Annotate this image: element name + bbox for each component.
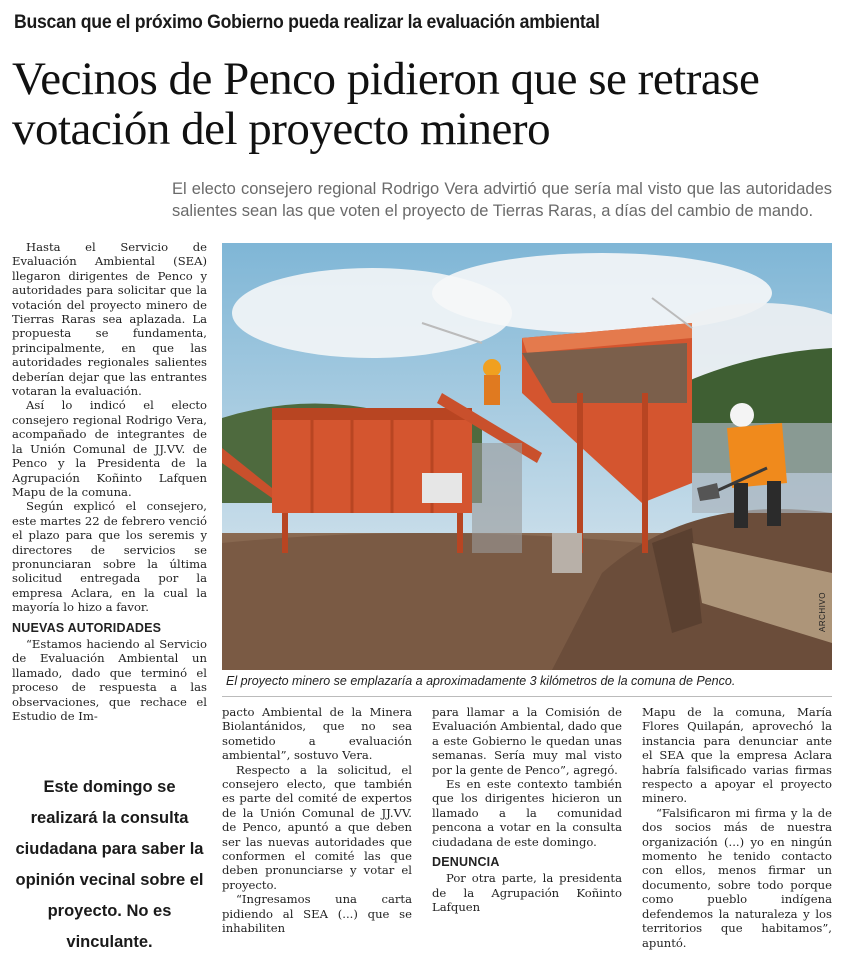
headline: Vecinos de Penco pidieron que se retrase votación del proyecto minero: [12, 53, 760, 155]
column-3: [432, 705, 622, 915]
paragraph: Es en este contexto también que los dirigentes hicieron un llamado a la comunidad pencona a votar en la consulta ciudadana de este domingo.: [432, 777, 622, 849]
photo-illustration: [222, 243, 832, 670]
column-2: [222, 705, 412, 936]
paragraph: Por otra parte, la presidenta de la Agrupación Koñinto Lafquen: [432, 871, 622, 915]
paragraph: Mapu de la comuna, María Flores Quilapán, aprovechó la instancia para denunciar ante el SEA que la empresa Aclara habría falsificado varias firmas respecto a apoyar el proyecto minero.: [642, 705, 832, 806]
subheading-denuncia: DENUNCIA: [432, 855, 500, 870]
column-1: [12, 240, 207, 723]
deck: El electo consejero regional Rodrigo Vera advirtió que sería mal visto que las autoridades salientes sean las que voten el proyecto de Tierras Raras, a días del cambio de mando.: [172, 180, 832, 220]
paragraph: pacto Ambiental de la Minera Biolantánidos, que no sea sometido a evaluación ambiental”, sostuvo Vera.: [222, 705, 412, 763]
paragraph: Respecto a la solicitud, el consejero electo, que también es parte del comité de expertos de la Unión Comunal de JJ.VV. de Penco, apuntó a que deben ser las nuevas autoridades que conformen el comité las que deben pronunciarse y votar el proyecto.: [222, 762, 412, 892]
paragraph: “Falsificaron mi firma y la de dos socios más de nuestra organización (...) yo en ningún momento he tenido contacto con ellos, menos firmar un documento, sobre todo porque como pueblo indígena defendemos la naturaleza y los territorios que habitamos”, apuntó.: [642, 805, 832, 950]
pull-quote: Este domingo se realizará la consulta ciudadana para saber la opinión vecinal sobre el proyecto. No es vinculante.: [15, 778, 204, 951]
column-4: [642, 705, 832, 950]
subheading-nuevas-autoridades: NUEVAS AUTORIDADES: [12, 620, 162, 635]
mining-site-photo: [222, 243, 832, 670]
paragraph: Hasta el Servicio de Evaluación Ambiental (SEA) llegaron dirigentes de Penco y autoridades para solicitar que la votación del proyecto minero de Tierras Raras sea aplazada. La propuesta se fundamenta, principalmente, en que las autoridades regionales salientes deberían dejar que las entrantes votaran la evaluación.: [12, 240, 207, 399]
photo-caption: El proyecto minero se emplazaría a aproximadamente 3 kilómetros de la comuna de Penco.: [226, 674, 736, 688]
paragraph: Así lo indicó el electo consejero regional Rodrigo Vera, acompañado de integrantes de la Unión Comunal de JJ.VV. de Penco y la Presidenta de la Agrupación Koñinto Lafquen Mapu de la comuna.: [12, 398, 207, 499]
photo-credit: ARCHIVO: [818, 592, 827, 632]
paragraph: para llamar a la Comisión de Evaluación Ambiental, dado que a este Gobierno le quedan unas semanas. Sería muy mal visto por la gente de Penco”, agregó.: [432, 705, 622, 777]
divider: [222, 696, 832, 697]
paragraph: Según explicó el consejero, este martes 22 de febrero venció el plazo para que los seremis y directores de servicios se pronunciaran sobre la última solicitud entregada por la empresa Aclara, en la cual la mayoría lo hizo a favor.: [12, 499, 207, 615]
paragraph: “Ingresamos una carta pidiendo al SEA (...) que se inhabiliten: [222, 892, 412, 936]
kicker: Buscan que el próximo Gobierno pueda realizar la evaluación ambiental: [14, 12, 600, 33]
paragraph: “Estamos haciendo al Servicio de Evaluación Ambiental un llamado, dado que terminó el proceso de respuesta a las observaciones, que rechace el Estudio de Im-: [12, 636, 207, 723]
